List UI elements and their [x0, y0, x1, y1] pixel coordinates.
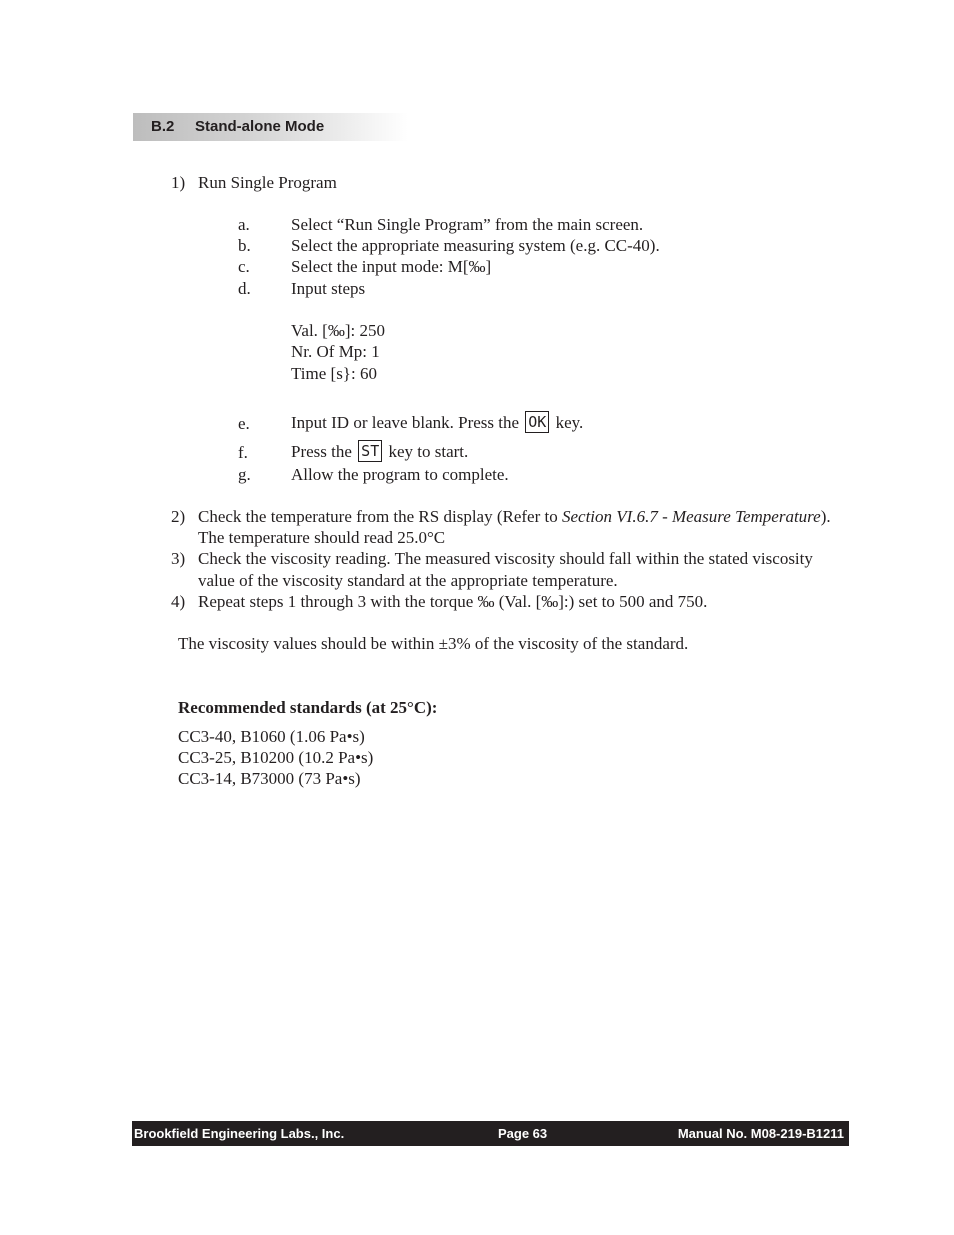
substep-d-label: d. — [238, 279, 251, 298]
substep-e-label: e. — [238, 414, 250, 433]
page-footer — [132, 1121, 849, 1146]
substep-a-text: Select “Run Single Program” from the main screen. — [291, 215, 644, 234]
step-2-close: ). — [820, 507, 831, 526]
footer-manual-number: Manual No. M08-219-B1211 — [677, 1126, 844, 1141]
standard-item: CC3-25, B10200 (10.2 Pa•s) — [178, 748, 374, 767]
step-4-number: 4) — [171, 592, 186, 611]
step-2-line-1 — [198, 507, 831, 527]
substep-f-label: f. — [238, 443, 248, 462]
substep-f-after: key to start. — [388, 442, 469, 461]
step-3-number: 3) — [171, 549, 186, 568]
st-key: ST — [358, 440, 382, 462]
substep-b-text: Select the appropriate measuring system (e.g. CC-40). — [291, 236, 660, 255]
section-title: Stand-alone Mode — [195, 118, 325, 135]
step-1-number: 1) — [171, 173, 186, 192]
input-value-line: Val. [‰]: 250 — [291, 321, 385, 340]
substep-a-label: a. — [238, 215, 250, 234]
step-2-number: 2) — [171, 507, 186, 526]
substep-f-text — [291, 440, 468, 462]
substep-e-before: Input ID or leave blank. Press the — [291, 413, 520, 432]
section-number: B.2 — [151, 118, 175, 135]
input-time-line: Time [s}: 60 — [291, 364, 377, 383]
ok-key: OK — [525, 411, 549, 433]
substep-b-label: b. — [238, 236, 251, 255]
step-4-text: Repeat steps 1 through 3 with the torque ‰ (Val. [‰]:) set to 500 and 750. — [198, 592, 708, 611]
input-mp-line: Nr. Of Mp: 1 — [291, 342, 380, 361]
step-2-text: Check the temperature from the RS display (Refer to — [198, 507, 562, 526]
substep-e-after: key. — [555, 413, 584, 432]
step-2-line-2: The temperature should read 25.0°C — [198, 528, 446, 547]
standards-heading: Recommended standards (at 25°C): — [178, 698, 438, 717]
substep-g-text: Allow the program to complete. — [291, 465, 509, 484]
standard-item: CC3-14, B73000 (73 Pa•s) — [178, 769, 361, 788]
substep-c-text: Select the input mode: M[‰] — [291, 257, 492, 276]
step-3-line-1: Check the viscosity reading. The measured viscosity should fall within the stated viscosity — [198, 549, 813, 568]
section-reference: Section VI.6.7 - Measure Temperature — [561, 507, 821, 526]
footer-company: Brookfield Engineering Labs., Inc. — [134, 1126, 345, 1141]
substep-f-before: Press the — [291, 442, 352, 461]
substep-g-label: g. — [238, 465, 251, 484]
footer-page-number: Page 63 — [498, 1126, 548, 1141]
substep-e-text — [291, 411, 583, 433]
step-1-title: Run Single Program — [198, 173, 337, 192]
tolerance-note: The viscosity values should be within ±3% of the viscosity of the standard. — [178, 634, 689, 653]
substep-d-text: Input steps — [291, 279, 366, 298]
substep-c-label: c. — [238, 257, 250, 276]
step-3-line-2: value of the viscosity standard at the appropriate temperature. — [198, 571, 618, 590]
standard-item: CC3-40, B1060 (1.06 Pa•s) — [178, 727, 365, 746]
